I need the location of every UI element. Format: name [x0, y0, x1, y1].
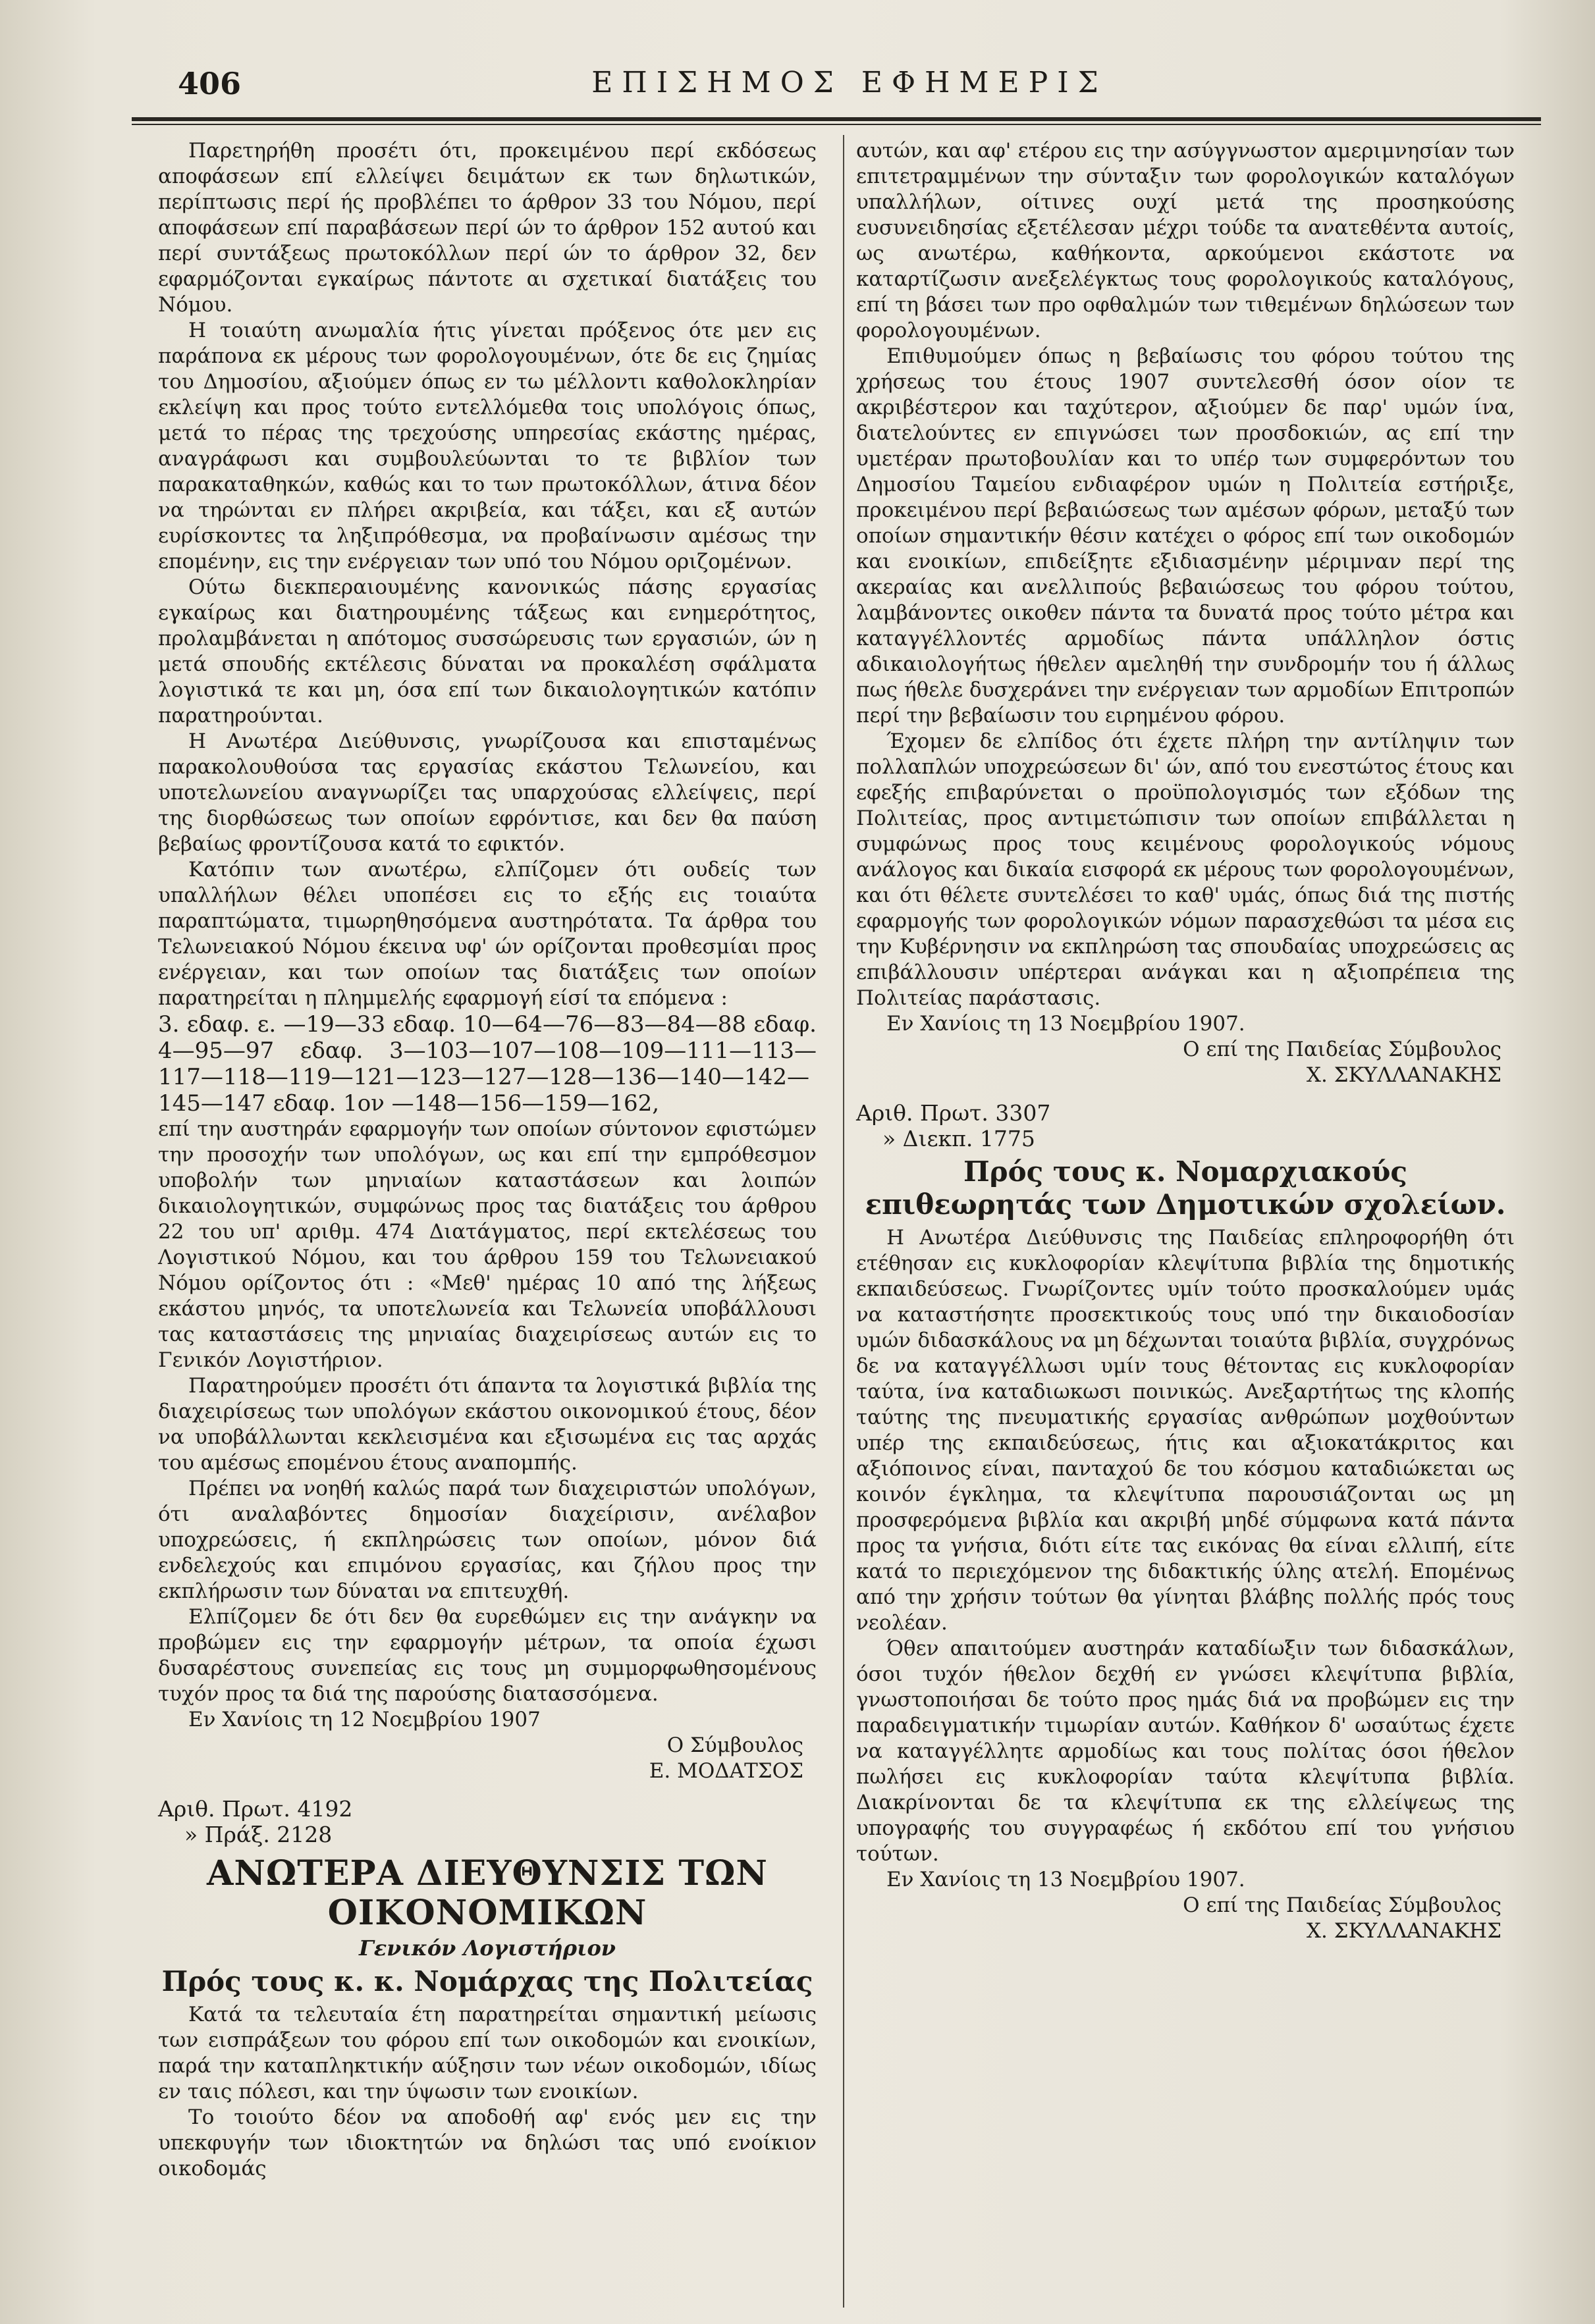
header-rule-thin [132, 124, 1541, 125]
signature-role: Ο επί της Παιδείας Σύμβουλος [1183, 1038, 1501, 1061]
section-subheading: Γενικόν Λογιστήριον [358, 1936, 616, 1961]
date-line: Εν Χανίοις τη 13 Νοεμβρίου 1907. [886, 1012, 1245, 1036]
page-number: 406 [178, 66, 242, 101]
paragraph: Κατόπιν των ανωτέρω, ελπίζομεν ότι ουδείς των υπαλλήλων θέλει υποπέσει εις το εξής εις τοιαύτα παραπτώματα, τιμωρηθησόμενα αυστηρότατα. Τα άρθρα του Τελωνειακού Νόμου έκεινα υφ' ών ορίζονται προθεσμίαι προς ενέργειαν, και των οποίων τας διατάξεις των οποίων παρατηρείται η πλημμελής εφαρμογή είσί τα επόμενα : [158, 858, 817, 1010]
paragraph: Πρέπει να νοηθή καλώς παρά των διαχειριστών υπολόγων, ότι αναλαβόντες δημοσίαν διαχείρισιν, ανέλαβον υποχρεώσεις, ή εκπληρώσεις των οποίων, μόνον διά ενδελεχούς και επιμόνου εργασίας, και ζήλου προς την εκπλήρωσιν των δύναται να επιτευχθή. [158, 1477, 817, 1603]
column-divider [843, 135, 844, 2308]
section-heading: ΑΝΩΤΕΡΑ ΔΙΕΥΘΥΝΣΙΣ ΤΩΝ ΟΙΚΟΝΟΜΙΚΩΝ [207, 1853, 768, 1933]
paragraph: Έχομεν δε ελπίδος ότι έχετε πλήρη την αντίληψιν των πολλαπλών υποχρεώσεων δι' ών, από του ενεστώτος έτους και εφεξής επιβαρύνεται ο προϋπολογισμός των εξόδων της Πολιτείας, προς αντιμετώπισιν των οποίων επιβάλλεται η συμφώνως προς τους κειμένους φορολογικούς νόμους ανάλογος και δικαία εισφορά εκ μέρους των φορολογουμένων, και ότι θέλετε συντελέσει το καθ' υμάς, όπως διά της πιστής εφαρμογής των φορολογικών νόμων παρασχεθώσι τα μέσα εις την Κυβέρνησιν να εκπληρώση τας σπουδαίας υποχρεώσεις ας επιβάλλουσιν υπέρτεραι ανάγκαι και η αξιοπρέπεια της Πολιτείας παράστασις. [856, 729, 1515, 1010]
paragraph: Κατά τα τελευταία έτη παρατηρείται σημαντική μείωσις των εισπράξεων του φόρου επί των οικοδομών και ενοικίων, παρά την καταπληκτικήν αύξησιν των νέων οικοδομών, ιδίως εν ταις πόλεσι, και την ύψωσιν των ενοικίων. [158, 2003, 817, 2103]
protocol-number: Αριθ. Πρωτ. 4192 [158, 1796, 353, 1822]
header-rule [132, 117, 1541, 121]
dispatch-number: » Διεκπ. 1775 [882, 1126, 1035, 1151]
address-line: Πρός τους κ. κ. Νομάρχας της Πολιτείας [161, 1965, 813, 1997]
right-column [856, 138, 1515, 1944]
paragraph: Το τοιούτο δέον να αποδοθή αφ' ενός μεν εις την υπεκφυγήν των ιδιοκτητών να δηλώσι τας υπό ενοίκιον οικοδομάς [158, 2105, 817, 2180]
signature-name: Χ. ΣΚΥΛΛΑΝΑΚΗΣ [1306, 1919, 1501, 1943]
paragraph: Παρετηρήθη προσέτι ότι, προκειμένου περί εκδόσεως αποφάσεων επί ελλείψει δειμάτων εκ των δηλωτικών, περίπτωσις περί ής προβλέπει το άρθρον 33 του Νόμου, περί αποφάσεων επί παραβάσεων περί ών το άρθρον 152 αυτού και περί συντάξεως πρωτοκόλλων περί ών το άρθρον 32, δεν εφαρμόζονται εγκαίρως πάντοτε αι σχετικαί διατάξεις του Νόμου. [158, 139, 817, 317]
paragraph: Επιθυμούμεν όπως η βεβαίωσις του φόρου τούτου της χρήσεως του έτους 1907 συντελεσθή όσον οίον τε ακριβέστερον και ταχύτερον, αξιούμεν δε παρ' υμών ίνα, διατελούντες εν επιγνώσει των προσδοκιών, ας επί την υμετέραν πρωτοβουλίαν και το υπέρ των συμφερόντων του Δημοσίου Ταμείου ενδιαφέρον υμών η Πολιτεία εστήριξε, προκειμένου περί βεβαιώσεως των αμέσων φόρων, μεταξύ των οποίων σημαντικήν θέσιν κατέχει ο φόρος επί των οικοδομών και ενοικίων, επιδείξητε εξιδιασμένην μέριμναν περί της ακεραίας και ανελλιπούς βεβαιώσεως του φόρου τούτου, λαμβάνοντες οικοθεν πάντα τα δυνατά προς τούτο μέτρα και καταγγέλλοντές αρμοδίως πάντα υπάλληλον όστις αδικαιολογήτως ήθελεν αμεληθή την συνδρομήν του ή άλλως πως ήθελε δυσχεράνει την ενέργειαν των αρμοδίων Επιτροπών περί την βεβαίωσιν του ειρημένου φόρου. [856, 344, 1515, 727]
left-column [158, 138, 817, 2182]
paragraph: επί την αυστηράν εφαρμογήν των οποίων σύντονον εφιστώμεν την προσοχήν των υπολόγων, ως και επί την εμπρόθεσμον υποβολήν των μηνιαίων καταστάσεων και λοιπών δικαιολογητικών, συμφώνως προς τας διατάξεις του άρθρου 22 του υπ' αριθμ. 474 Διατάγματος, περί εκτελέσεως του Λογιστικού Νόμου, και του άρθρου 159 του Τελωνειακού Νόμου ορίζοντος ότι : «Μεθ' ημέρας 10 από της λήξεως εκάστου μηνός, τα υποτελωνεία και Τελωνεία υποβάλλουσι τας καταστάσεις της μηνιαίας διαχειρίσεως αυτών εις το Γενικόν Λογιστήριον. [158, 1117, 817, 1372]
date-line: Εν Χανίοις τη 12 Νοεμβρίου 1907 [188, 1708, 541, 1731]
paragraph: Παρατηρούμεν προσέτι ότι άπαντα τα λογιστικά βιβλία της διαχειρίσεως των υπολόγων εκάστου οικονομικού έτους, δέον να υποβάλλωνται κεκλεισμένα και εξισωμένα εις τας αρχάς του αμέσως επομένου έτους αναπομπής. [158, 1374, 817, 1475]
paragraph: Η Ανωτέρα Διεύθυνσις, γνωρίζουσα και επισταμένως παρακολουθούσα τας εργασίας εκάστου Τελωνείου, και υποτελωνείου αναγνωρίζει τας υπαρχούσας ελλείψεις, περί της διορθώσεως των οποίων εφρόντισε, και δεν θα παύση βεβαίως φροντίζουσα κατά το εφικτόν. [158, 729, 817, 856]
address-line: Πρός τους κ. Νομαρχιακούς επιθεωρητάς των Δημοτικών σχολείων. [865, 1155, 1506, 1221]
protocol-number: Αριθ. Πρωτ. 3307 [856, 1100, 1051, 1126]
paragraph: Ελπίζομεν δε ότι δεν θα ευρεθώμεν εις την ανάγκην να προβώμεν εις την εφαρμογήν μέτρων, τα οποία έχωσι δυσαρέστους συνεπείας εις τους μη συμμορφωθησομένους τυχόν προς τα διά της παρούσης διατασσόμενα. [158, 1605, 817, 1706]
page-header [165, 66, 1534, 105]
paragraph: Ούτω διεκπεραιουμένης κανονικώς πάσης εργασίας εγκαίρως και διατηρουμένης τάξεως και ενημερότητος, προλαμβάνεται η απότομος συσσώρευσις των εργασιών, ών η μετά σπουδής εκτέλεσις δύναται να προκαλέση σφάλματα λογιστικά τε και μη, όσα επί των δικαιολογητικών κατόπιν παρατηρούνται. [158, 575, 817, 727]
article-numbers: 3. εδαφ. ε. —19—33 εδαφ. 10—64—76—83—84—88 εδαφ. 4—95—97 εδαφ. 3—103—107—108—109—111—113—117—118—119—121—123—127—128—136—140—142—145—147 εδαφ. 1ον —148—156—159—162, [158, 1011, 817, 1117]
date-line: Εν Χανίοις τη 13 Νοεμβρίου 1907. [886, 1868, 1245, 1891]
paragraph: αυτών, και αφ' ετέρου εις την ασύγγνωστον αμεριμνησίαν των επιτετραμμένων την σύνταξιν των φορολογικών καταλόγων υπαλλήλων, οίτινες ουχί μετά της προσηκούσης ευσυνειδησίας εξετέλεσαν μέχρι τούδε τα ανατεθέντα αυτοίς, ως ανωτέρω, καθήκοντα, αρκούμενοι εκάστοτε να καταρτίζωσιν ανεξελέγκτως τους φορολογικούς καταλόγους, επί τη βάσει των προ οφθαλμών των τιθεμένων δηλώσεων των φορολογουμένων. [856, 139, 1515, 342]
journal-title: ΕΠΙΣΗΜΟΣ ΕΦΗΜΕΡΙΣ [591, 66, 1108, 99]
paragraph: Όθεν απαιτούμεν αυστηράν καταδίωξιν των διδασκάλων, όσοι τυχόν ήθελον δεχθή εν γνώσει κλεψίτυπα βιβλία, γνωστοποιήσαι δε τούτο προς ημάς διά να προβώμεν εις την παραδειγματικήν τιμωρίαν αυτών. Καθήκον δ' ωσαύτως έχετε να καταγγέλλητε αρμοδίως και τους πολίτας όσοι ήθελον πωλήσει εις κυκλοφορίαν ταύτα κλεψίτυπα βιβλία. Διακρίνονται δε τα κλεψίτυπα εκ της ελλείψεως της υπογραφής του συγγραφέως ή εκδότου επί του γνήσιου τούτων. [856, 1637, 1515, 1866]
signature-role: Ο επί της Παιδείας Σύμβουλος [1183, 1893, 1501, 1917]
paragraph: Η τοιαύτη ανωμαλία ήτις γίνεται πρόξενος ότε μεν εις παράπονα εκ μέρους των φορολογουμένων, ότε δε εις ζημίας του Δημοσίου, αξιούμεν όπως εν τω μέλλοντι καθολοκληρίαν εκλείψη και προς τούτο εντελλόμεθα τοις υπολόγοις όπως, μετά το πέρας της τρεχούσης υπηρεσίας εκάστης ημέρας, αναγράφωσι και συμβουλεύωνται το τε βιβλίον των παρακαταθηκών, καθώς και το των πρωτοκόλλων, άτινα δέον να τηρώνται εν πλήρει ακριβεία, και τάξει, και εξ αυτών ευρίσκοντες τα ληξιπρόθεσμα, να προβαίνωσιν αμέσως την επομένην, εις την ενέργειαν των υπό του Νόμου οριζομένων. [158, 319, 817, 573]
act-number: » Πράξ. 2128 [184, 1822, 333, 1847]
paragraph: Η Ανωτέρα Διεύθυνσις της Παιδείας επληροφορήθη ότι ετέθησαν εις κυκλοφορίαν κλεψίτυπα βιβλία της δημοτικής εκπαιδεύσεως. Γνωρίζοντες υμίν τούτο προσκαλούμεν υμάς να καταστήσητε προσεκτικούς τους υπό την δικαιοδοσίαν υμών διδασκάλους να μη δέχωνται τοιαύτα βιβλία, συγχρόνως δε να καταγγέλλωσι υμίν τους θέτοντας εις κυκλοφορίαν ταύτα, ίνα καταδιωκωσι ποινικώς. Ανεξαρτήτως της κλοπής ταύτης της πνευματικής εργασίας ανθρώπων μοχθούντων υπέρ της εκπαιδεύσεως, ήτις και αξιοκατάκριτος και αξιόποινος είναι, πανταχού δε του κόσμου καταδιώκεται ως κοινόν έγκλημα, τα κλεψίτυπα παρουσιάζονται ως μη προσφερόμενα βιβλία και ακριβή μηδέ σύμφωνα κατά πάντα προς τα γνήσια, διότι είτε τας εικόνας θα είναι ελλιπή, είτε κατά το περιεχόμενον της διδακτικής ύλης ατελή. Επομένως από την χρήσιν τούτων θα γίνηται βλάβης πολλής πρός τους νεολέαν. [856, 1226, 1515, 1635]
signature-name: Ε. ΜΟΔΑΤΣΟΣ [649, 1759, 803, 1783]
signature-name: Χ. ΣΚΥΛΛΑΝΑΚΗΣ [1306, 1063, 1501, 1087]
signature-role: Ο Σύμβουλος [666, 1733, 803, 1757]
